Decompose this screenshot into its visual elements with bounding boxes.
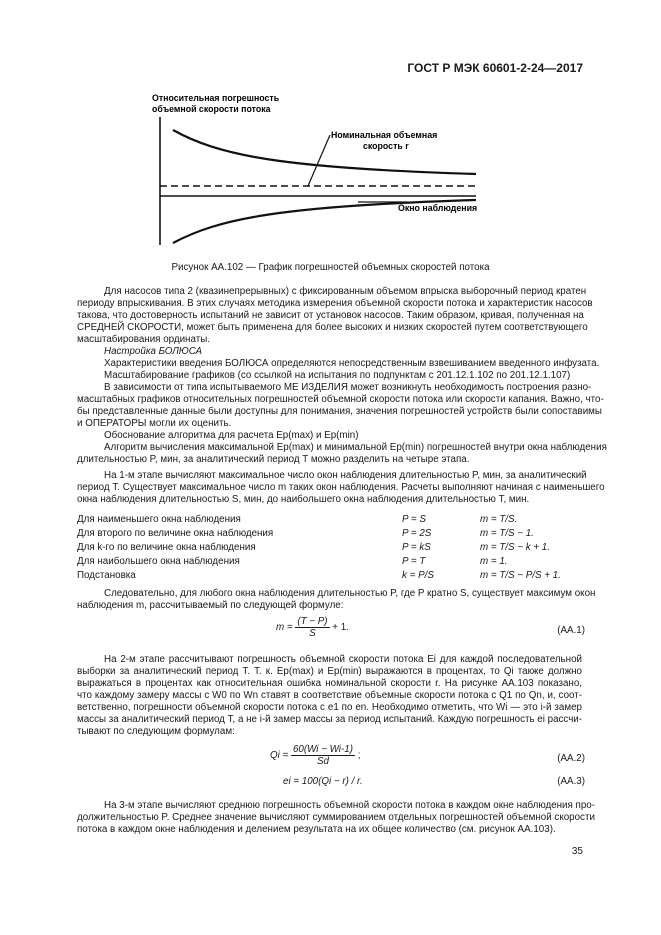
eq1-rhs: + 1. xyxy=(332,622,349,634)
nominal-rate-label-1: Номинальная объемная xyxy=(331,130,438,140)
eq1-numerator: (T − P) xyxy=(297,616,328,627)
table-row-5-m: m = T/S − P/S + 1. xyxy=(480,570,561,581)
eq1-lhs: m = xyxy=(276,622,293,634)
y-axis-label-2: объемной скорости потока xyxy=(152,104,271,114)
eq2-numerator: 60(Wi − Wi-1) xyxy=(292,744,353,755)
eq1-fraction xyxy=(295,616,329,639)
step2-line-5: ветственно, погрешности объемной скорости потока с e1 по en. Необходимо отметить, что Wi — это i-й замер xyxy=(77,702,582,713)
page-number: 35 xyxy=(571,846,583,857)
table-row-4-p: P = T xyxy=(402,556,426,567)
para1-line-2: периоду впрыскивания. В этих случаях методика измерения объемной скорости потока и характеристик насосов xyxy=(77,298,593,309)
consequence-line-1: Следовательно, для любого окна наблюдения длительностью P, где P кратно S, существует максимум окон xyxy=(104,588,596,599)
step3-line-2: должительностью P. Среднее значение вычисляют суммированием отдельных погрешностей объемной скорости xyxy=(77,812,595,823)
eq2-rhs: ; xyxy=(357,750,361,762)
equation-aa1 xyxy=(276,616,349,639)
algorithm-title: Обоснование алгоритма для расчета Ep(max) и Ep(min) xyxy=(104,430,359,441)
table-row-1-m: m = T/S. xyxy=(480,514,518,525)
figure-caption: Рисунок АА.102 — График погрешностей объемных скоростей потока xyxy=(171,262,490,273)
step2-line-6: массы за аналитический период T, а не i-й замер массы за период испытаний. Каждую погрешность ei рассчи- xyxy=(77,714,583,725)
para2-line-1: В зависимости от типа испытываемого МЕ ИЗДЕЛИЯ может возникнуть необходимость построения разно- xyxy=(104,382,592,393)
table-row-3-m: m = T/S − k + 1. xyxy=(480,542,550,553)
eq2-denominator: Sd xyxy=(316,756,329,767)
para1-line-5: масштабирования ординаты. xyxy=(77,334,210,345)
table-row-5-label: Подстановка xyxy=(77,570,136,581)
bolus-line-1: Характеристики введения БОЛЮСА определяются непосредственным взвешиванием введенного инфузата. xyxy=(104,358,600,369)
para1-line-1: Для насосов типа 2 (квазинепрерывных) с фиксированным объемом впрыска выборочный период кратен xyxy=(104,286,587,297)
step2-line-2: выборки за аналитический период T. Т. к. Ep(max) и Ep(min) выражаются в процентах, то Qi также должно xyxy=(77,666,582,677)
algorithm-line-1: Алгоритм вычисления максимальной Ep(max) и минимальной Ep(min) погрешностей внутри окна наблюдения xyxy=(104,442,607,453)
step2-line-7: тывают по следующим формулам: xyxy=(77,726,235,737)
table-row-2-label: Для второго по величине окна наблюдения xyxy=(77,528,274,539)
table-row-5-p: k = P/S xyxy=(402,570,434,581)
algorithm-line-2: длительностью P, мин, за аналитический период T можно разделить на четыре этапа. xyxy=(77,454,470,465)
document-header: ГОСТ Р МЭК 60601-2-24—2017 xyxy=(407,61,583,75)
table-row-1-label: Для наименьшего окна наблюдения xyxy=(77,514,241,525)
step1-line-3: окна наблюдения длительностью S, мин, до наибольшего окна наблюдения длительностью T, мин. xyxy=(77,494,530,505)
consequence-line-2: наблюдения m, рассчитываемый по следующей формуле: xyxy=(77,600,344,611)
para2-line-3: бы представленные данные были доступны для понимания, значения погрешностей устройств были сопоставимы xyxy=(77,406,602,417)
x-axis-label: Окно наблюдения xyxy=(398,203,478,213)
para1-line-3: такова, что достоверность испытаний не зависит от установок насосов. Таким образом, кривая, полученная на xyxy=(77,310,584,321)
equation-aa1-number: (АА.1) xyxy=(557,625,585,636)
step2-line-3: выражаться в процентах как относительная ошибка номинальной скорости r. На рисунке АА.103 показано, xyxy=(77,678,582,689)
table-row-4-m: m = 1. xyxy=(480,556,508,567)
table-row-2-m: m = T/S − 1. xyxy=(480,528,534,539)
equation-aa2-number: (АА.2) xyxy=(557,753,585,764)
step3-line-3: потока в каждом окне наблюдения и делением результата на их общее количество (см. рисунок АА.103). xyxy=(77,824,556,835)
rate-pointer-line xyxy=(308,135,330,186)
y-axis-label-1: Относительная погрешность xyxy=(152,93,280,103)
para2-line-2: масштабных графиков относительных погрешностей объемной скорости потока или скорости капания. Важно, что- xyxy=(77,394,604,405)
bolus-line-2: Масштабирование графиков (со ссылкой на испытания по подпунктам с 201.12.1.102 по 201.12.1.107) xyxy=(104,370,571,381)
step2-line-1: На 2-м этапе рассчитывают погрешность объемной скорости потока Ei для каждой последовательной xyxy=(104,654,582,665)
bolus-heading: Настройка БОЛЮСА xyxy=(104,346,202,357)
eq1-denominator: S xyxy=(309,628,316,639)
para1-line-4: СРЕДНЕЙ СКОРОСТИ, может быть применена для более высоких и низких скоростей путем соответствующего xyxy=(77,322,588,333)
equation-aa3-number: (АА.3) xyxy=(557,776,585,787)
table-row-3-p: P = kS xyxy=(402,542,431,553)
nominal-rate-label-2: скорость r xyxy=(363,141,409,151)
eq2-lhs: Qi = xyxy=(270,750,289,762)
error-curve-figure xyxy=(148,90,488,255)
table-row-1-p: P = S xyxy=(402,514,426,525)
equation-aa3: ei = 100(Qi − r) / r. xyxy=(283,776,363,787)
table-row-2-p: P = 2S xyxy=(402,528,432,539)
eq2-fraction xyxy=(291,744,355,767)
step1-line-2: период T. Существует максимальное число m таких окон наблюдения. Расчеты выполняют начиная с наименьшего xyxy=(77,482,605,493)
table-row-4-label: Для наибольшего окна наблюдения xyxy=(77,556,240,567)
step3-line-1: На 3-м этапе вычисляют среднюю погрешность объемной скорости потока в каждом окне наблюдения про- xyxy=(104,800,595,811)
equation-aa2 xyxy=(270,744,360,767)
table-row-3-label: Для k-го по величине окна наблюдения xyxy=(77,542,256,553)
step1-line-1: На 1-м этапе вычисляют максимальное число окон наблюдения длительностью P, мин, за аналитический xyxy=(104,470,587,481)
step2-line-4: что каждому замеру массы с W0 по Wn ставят в соответствие объемные скорости потока с Q1 по Qn, и, соот- xyxy=(77,690,582,701)
para2-line-4: и ОПЕРАТОРЫ могли их оценить. xyxy=(77,418,232,429)
